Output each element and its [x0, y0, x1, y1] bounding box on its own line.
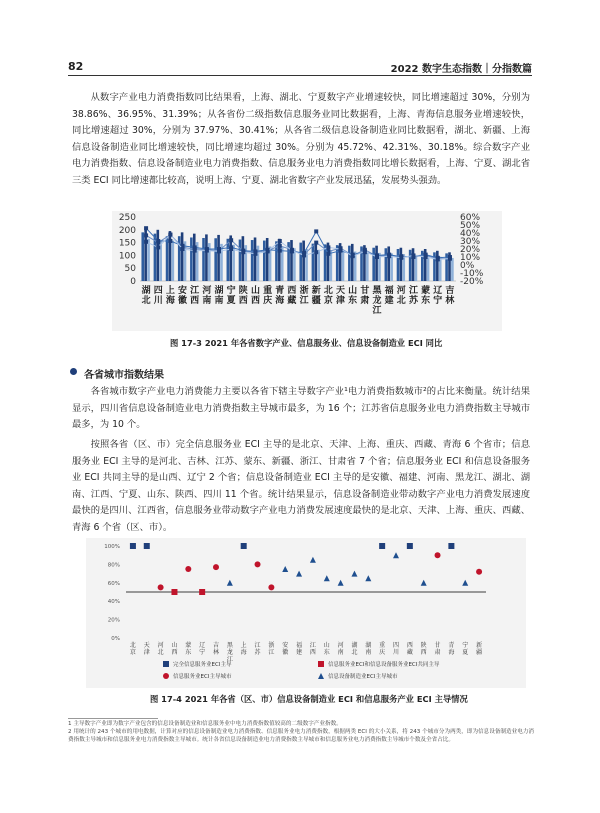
- x-tick-label: 甘: [434, 642, 441, 649]
- paragraph-2: 各省城市数字产业电力消费能力主要以各省下辖主导数字产业¹电力消费指数城市²的占比来衡量。统计结果显示，四川省信息设备制造业电力消费指数主导城市最多，为 16 个；江苏省信息服务业电力消费指数主导城市最多，为 10 个。: [72, 386, 530, 430]
- y-tick-label: 60%: [107, 580, 120, 587]
- x-tick-label: 北: [157, 649, 164, 656]
- data-point: [171, 589, 177, 595]
- data-point: [365, 575, 371, 581]
- x-tick-label: 藏: [287, 296, 297, 306]
- line-point: [339, 247, 343, 251]
- line-point: [278, 239, 282, 243]
- x-tick-label: 湖: [141, 286, 151, 296]
- x-tick-label: 北: [129, 642, 136, 649]
- x-tick-label: 庆: [263, 296, 273, 306]
- x-tick-label: 安: [178, 286, 188, 296]
- bar: [193, 234, 196, 281]
- data-point: [241, 543, 247, 549]
- bar: [169, 231, 172, 281]
- x-tick-label: 宁: [226, 286, 236, 296]
- x-tick-label: 安: [282, 642, 289, 649]
- y2-tick-label: -10%: [460, 269, 484, 279]
- x-tick-label: 川: [392, 649, 400, 656]
- line-point: [351, 254, 355, 258]
- bar: [400, 248, 403, 281]
- bar: [299, 243, 302, 281]
- line-point: [144, 226, 148, 230]
- legend-marker: [318, 661, 324, 667]
- x-tick-label: 河: [396, 286, 406, 296]
- y2-tick-label: 0%: [460, 261, 475, 271]
- x-tick-label: 江: [268, 649, 275, 656]
- y-tick-label: 0%: [111, 636, 120, 642]
- x-tick-label: 蒙: [421, 286, 431, 296]
- x-tick-label: 南: [365, 649, 372, 656]
- bar: [366, 252, 369, 281]
- data-point: [435, 552, 441, 558]
- x-tick-label: 青: [448, 642, 455, 649]
- bar: [157, 230, 160, 281]
- x-tick-label: 夏: [462, 649, 469, 656]
- bar: [412, 248, 415, 281]
- y2-tick-label: 40%: [460, 229, 481, 239]
- line-point: [144, 233, 148, 237]
- data-point: [227, 580, 233, 586]
- line-point: [253, 252, 257, 256]
- bar: [166, 236, 169, 281]
- page-number: 82: [68, 60, 84, 73]
- x-tick-label: 北: [351, 649, 358, 656]
- line-point: [168, 239, 172, 243]
- line-point: [411, 253, 415, 257]
- x-tick-label: 西: [420, 649, 427, 656]
- legend-label: 信息服务业ECI和信息设备服务业ECI共同主导: [328, 662, 440, 668]
- line-point: [436, 257, 440, 261]
- line-point: [326, 252, 330, 256]
- line-point: [229, 247, 233, 251]
- x-tick-label: 徽: [178, 296, 188, 306]
- x-tick-label: 江: [254, 642, 261, 649]
- x-tick-label: 江: [372, 306, 382, 316]
- y-tick-label: 200: [118, 225, 136, 236]
- bar: [312, 244, 315, 281]
- bar: [290, 240, 293, 281]
- data-point: [213, 564, 219, 570]
- x-tick-label: 西: [287, 286, 297, 296]
- line-point: [266, 249, 270, 253]
- x-tick-label: 海: [448, 649, 455, 656]
- data-point: [158, 584, 164, 590]
- data-point: [421, 580, 427, 586]
- y-tick-label: 50: [124, 264, 136, 275]
- x-tick-label: 陕: [238, 286, 248, 296]
- x-tick-label: 福: [384, 286, 394, 296]
- data-point: [476, 569, 482, 575]
- x-tick-label: 苏: [254, 649, 261, 656]
- x-tick-label: 北: [323, 286, 333, 296]
- legend-marker: [163, 661, 169, 667]
- x-tick-label: 建: [384, 296, 394, 306]
- paragraph-3: 按照各省（区、市）完全信息服务业 ECI 主导的是北京、天津、上海、重庆、西藏、青海 6 个省市；信息服务业 ECI 主导的是河北、吉林、江苏、蒙东、新疆、浙江、甘肃省 7 个省；信息服务业 ECI 和信息设备服务业 ECI 共同主导的是山西、辽宁 2 个省；信息设备制造业 ECI 主导的是安徽、福建、河南、黑龙江、湖北、湖南、江西、宁夏、山东、陕西、四川 11 个省。统计结果显示，信息设备制造业带动数字产业电力消费发展速度最快的是四川、江西省，信息服务业带动数字产业电力消费发展速度最快的是北京、天津、上海、重庆、西藏、青海 6 个省（区、市）。: [72, 439, 530, 533]
- x-tick-label: 宁: [462, 642, 469, 649]
- x-tick-label: 建: [296, 649, 303, 656]
- x-tick-label: 山: [323, 642, 330, 649]
- line-point: [181, 247, 185, 251]
- y-tick-label: 250: [118, 213, 136, 223]
- data-point: [393, 552, 399, 558]
- y-tick-label: 100%: [104, 544, 120, 550]
- y2-tick-label: 60%: [460, 213, 481, 223]
- bar: [251, 240, 254, 281]
- bar: [217, 235, 220, 281]
- y2-tick-label: 20%: [460, 245, 481, 255]
- x-tick-label: 甘: [360, 286, 370, 296]
- bar: [190, 237, 193, 281]
- x-tick-label: 江: [408, 286, 418, 296]
- chart-dominance: [86, 538, 526, 688]
- x-tick-label: 宁: [199, 649, 206, 656]
- x-tick-label: 津: [336, 296, 346, 306]
- data-point: [255, 561, 261, 567]
- line-point: [156, 245, 160, 249]
- bar: [342, 251, 345, 281]
- x-tick-label: 江: [309, 642, 316, 649]
- bar: [348, 246, 351, 281]
- data-point: [144, 543, 150, 549]
- data-point: [324, 575, 330, 581]
- bar: [451, 258, 454, 281]
- x-tick-label: 东: [185, 649, 192, 656]
- bar: [302, 241, 305, 281]
- x-tick-label: 林: [212, 649, 220, 656]
- line-point: [424, 255, 428, 259]
- x-tick-label: 江: [190, 286, 200, 296]
- bar: [181, 232, 184, 281]
- line-point: [205, 249, 209, 253]
- x-tick-label: 津: [143, 649, 150, 656]
- x-tick-label: 浙: [268, 642, 275, 649]
- x-tick-label: 重: [263, 286, 273, 296]
- x-tick-label: 蒙: [185, 642, 192, 649]
- x-tick-label: 四: [153, 286, 163, 296]
- x-tick-label: 山: [250, 286, 260, 296]
- data-point: [130, 543, 136, 549]
- x-tick-label: 辽: [199, 642, 206, 649]
- x-tick-label: 庆: [379, 649, 386, 656]
- line-point: [278, 244, 282, 248]
- figure-17-4: [86, 538, 526, 688]
- line-point: [302, 253, 306, 257]
- x-tick-label: 黑: [372, 286, 382, 296]
- bar: [397, 249, 400, 281]
- x-tick-label: 四: [392, 642, 400, 649]
- x-tick-label: 南: [202, 296, 212, 306]
- line-point: [241, 250, 245, 254]
- data-point: [199, 589, 205, 595]
- data-point: [351, 571, 357, 577]
- footnote-rule: [68, 718, 158, 719]
- bar: [351, 244, 354, 281]
- bar: [202, 238, 205, 281]
- x-tick-label: 山: [171, 642, 178, 649]
- chart-ec-yoy: [112, 211, 502, 331]
- paragraph-1: 从数字产业电力消费指数同比结果看，上海、湖北、宁夏数字产业增速较快，同比增速超过 30%，分别为 38.86%、36.95%、31.39%；从各省份二级指数信息服务业同比数据看，上海、青海信息服务业增速较快，同比增速超过 30%，分别为 37.97%、30.41%；从各省二级信息设备制造业同比数据看，湖北、新疆、上海信息设备制造业同比增速较快，同比增速均超过 30%。分别为 45.72%、42.31%、30.18%。综合数字产业电力消费指数、信息设备制造业电力消费指数、信息服务业电力消费指数同比增长数据看，上海、宁夏、湖北省三类 ECI 同比增速都比较高，说明上海、宁夏、湖北省数字产业发展迅猛，发展势头强劲。: [72, 92, 530, 186]
- x-tick-label: 吉: [445, 286, 455, 296]
- line-point: [156, 239, 160, 243]
- bar: [147, 239, 150, 281]
- bar: [385, 248, 388, 281]
- bar: [372, 248, 375, 281]
- bar: [436, 251, 439, 281]
- x-tick-label: 藏: [406, 649, 413, 656]
- x-tick-label: 肃: [434, 649, 441, 656]
- x-tick-label: 天: [336, 286, 346, 296]
- x-tick-label: 夏: [226, 296, 236, 306]
- y-tick-label: 20%: [107, 617, 120, 624]
- bar: [409, 250, 412, 281]
- figure-17-3: [112, 211, 502, 331]
- line-point: [375, 255, 379, 259]
- x-tick-label: 辽: [433, 286, 443, 296]
- data-point: [338, 580, 344, 586]
- x-tick-label: 西: [238, 296, 248, 306]
- x-tick-label: 江: [299, 296, 309, 306]
- bar: [266, 238, 269, 281]
- bar: [205, 234, 208, 281]
- header-rule: [68, 75, 532, 76]
- x-tick-label: 北: [396, 296, 406, 306]
- bar: [317, 250, 320, 281]
- legend-label: 信息设备制造业ECI主导城市: [328, 674, 398, 680]
- x-tick-label: 重: [379, 642, 386, 649]
- line-point: [387, 254, 391, 258]
- line-point: [168, 233, 172, 237]
- x-tick-label: 西: [309, 649, 316, 656]
- x-tick-label: 龙: [226, 649, 233, 656]
- bar: [242, 236, 245, 281]
- x-tick-label: 宁: [433, 296, 443, 306]
- y2-tick-label: 30%: [460, 237, 481, 247]
- bar: [375, 246, 378, 281]
- x-tick-label: 南: [337, 649, 344, 656]
- x-tick-label: 河: [202, 286, 212, 296]
- x-tick-label: 西: [190, 296, 200, 306]
- x-tick-label: 南: [214, 296, 224, 306]
- bar: [263, 241, 266, 281]
- figure-17-4-caption: 图 17-4 2021 年各省（区、市）信息设备制造业 ECI 和信息服务产业 ECI 主导情况: [150, 694, 468, 704]
- x-tick-label: 东: [323, 649, 330, 656]
- line-point: [290, 249, 294, 253]
- bar: [227, 239, 230, 281]
- legend-label: 信息服务业ECI主导城市: [173, 674, 232, 680]
- bar: [229, 235, 232, 281]
- legend-marker: [163, 673, 169, 679]
- x-tick-label: 湖: [351, 642, 358, 649]
- line-point: [363, 249, 367, 253]
- bar: [427, 256, 430, 281]
- x-tick-label: 河: [337, 642, 344, 649]
- x-tick-label: 东: [348, 296, 358, 306]
- x-tick-label: 龙: [372, 296, 382, 306]
- x-tick-label: 北: [141, 296, 151, 306]
- line-point: [399, 256, 403, 260]
- data-point: [268, 584, 274, 590]
- bar: [239, 240, 242, 281]
- x-tick-label: 肃: [360, 296, 370, 306]
- x-tick-label: 湖: [214, 286, 224, 296]
- x-tick-label: 京: [129, 649, 136, 656]
- line-point: [144, 240, 148, 244]
- data-point: [462, 580, 468, 586]
- x-tick-label: 上: [165, 286, 175, 296]
- x-tick-label: 上: [240, 642, 247, 649]
- section-bullet: [70, 368, 77, 375]
- x-tick-label: 吉: [212, 642, 220, 649]
- x-tick-label: 青: [275, 286, 285, 296]
- data-point: [407, 543, 413, 549]
- bar: [336, 245, 339, 281]
- x-tick-label: 东: [421, 296, 431, 306]
- x-tick-label: 徽: [282, 649, 289, 656]
- bar: [172, 241, 175, 281]
- legend-label: 完全信息服务业ECI主导: [173, 662, 232, 668]
- x-tick-label: 西: [406, 642, 413, 649]
- line-point: [278, 249, 282, 253]
- x-tick-label: 浙: [299, 286, 309, 296]
- x-tick-label: 天: [143, 642, 150, 649]
- x-tick-label: 陕: [420, 642, 427, 649]
- bar: [315, 241, 318, 281]
- line-point: [193, 249, 197, 253]
- x-tick-label: 黑: [226, 642, 233, 649]
- legend-marker: [318, 673, 324, 679]
- x-tick-label: 苏: [408, 296, 418, 306]
- x-tick-label: 林: [445, 296, 455, 306]
- x-tick-label: 海: [240, 649, 247, 656]
- bar: [141, 232, 144, 281]
- line-point: [448, 257, 452, 261]
- bar: [387, 246, 390, 281]
- line-point: [326, 245, 330, 249]
- data-point: [185, 566, 191, 572]
- x-tick-label: 京: [323, 296, 333, 306]
- x-tick-label: 疆: [311, 296, 321, 306]
- line-point: [217, 249, 221, 253]
- x-tick-label: 川: [153, 296, 163, 306]
- data-point: [448, 543, 454, 549]
- line-point: [229, 238, 233, 242]
- y-tick-label: 100: [118, 251, 136, 262]
- x-tick-label: 山: [348, 286, 358, 296]
- y2-tick-label: 50%: [460, 221, 481, 231]
- data-point: [296, 571, 302, 577]
- y-tick-label: 40%: [107, 599, 120, 606]
- x-tick-label: 西: [250, 296, 260, 306]
- bar: [214, 238, 217, 281]
- data-point: [282, 566, 288, 572]
- x-tick-label: 河: [157, 642, 164, 649]
- y-tick-label: 0: [130, 277, 136, 287]
- section-heading: 各省城市指数结果: [84, 370, 164, 381]
- figure-17-3-caption: 图 17-3 2021 年各省数字产业、信息服务业、信息设备制造业 ECI 同比: [170, 338, 443, 348]
- x-tick-label: 海: [165, 296, 175, 306]
- x-tick-label: 湖: [365, 642, 372, 649]
- x-tick-label: 西: [171, 649, 178, 656]
- footnote-1: 1 主导数字产业即为数字产业包含的信息设备制造业和信息服务业中电力消费指数值较高的二级数字产业指数。: [68, 721, 342, 727]
- y2-tick-label: 10%: [460, 253, 481, 263]
- x-tick-label: 新: [311, 286, 321, 296]
- data-point: [310, 557, 316, 563]
- x-tick-label: 疆: [476, 649, 483, 656]
- line-point: [314, 241, 318, 245]
- y-tick-label: 150: [118, 238, 136, 249]
- footnote-2: 2 用统计的 243 个城市的用电数据，计算对应的信息设备制造业电力消费指数、信息服务业电力消费指数，根据两类 ECI 的大小关系，将 243 个城市分为两类，即为信息设备制造业电力消费指数主导城市和信息服务业电力消费指数主导城市。统计各省信息设备制造业电力消费指数主导城市和信息服务业电力消费指数主导城市个数及全省占比。: [68, 729, 534, 743]
- y2-tick-label: -20%: [460, 277, 484, 287]
- x-tick-label: 新: [476, 642, 483, 649]
- x-tick-label: 江: [226, 656, 233, 663]
- running-header: 2022 数字生态指数｜分指数篇: [390, 64, 532, 75]
- x-tick-label: 海: [275, 296, 285, 306]
- line-point: [314, 250, 318, 254]
- x-tick-label: 福: [296, 642, 303, 649]
- y-tick-label: 80%: [107, 562, 120, 569]
- bar: [254, 237, 257, 281]
- data-point: [379, 543, 385, 549]
- line-point: [314, 229, 318, 233]
